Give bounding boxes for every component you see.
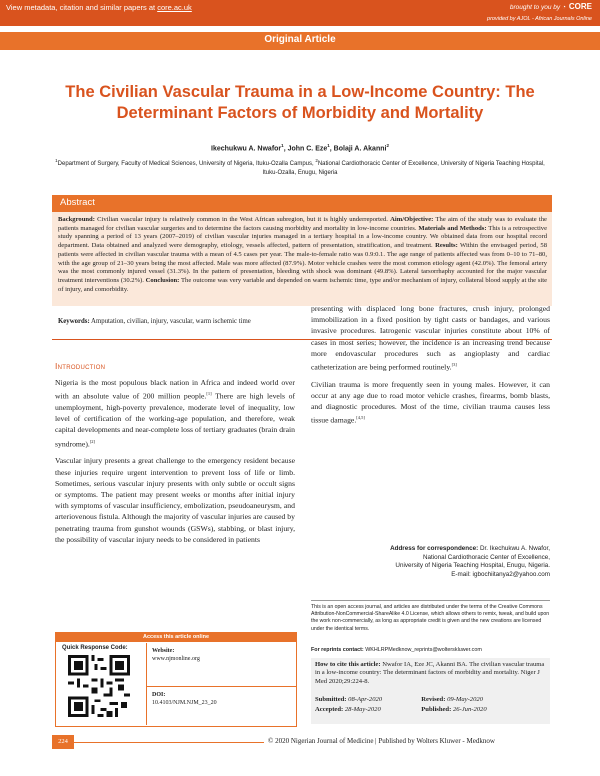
citation-ref[interactable]: [4,5] [356, 415, 365, 421]
access-divider [146, 686, 296, 687]
correspondence-label: Address for correspondence: [390, 545, 479, 552]
paragraph [311, 303, 550, 373]
author-sup: 1 [281, 143, 284, 148]
author-name: Bolaji A. Akanni [333, 145, 387, 153]
text-run: Civilian trauma is more frequently seen in young males. However, it can occur at any age due to road motor vehicle crashes, firearms, bomb blasts, and diagnostic procedures. Most of the time, civilian trauma causes less tissue damage. [311, 379, 550, 425]
date-label: Revised: [421, 696, 446, 703]
qr-code-icon[interactable] [68, 655, 130, 717]
correspondence-line: National Cardiothoracic Center of Excellence, [422, 553, 550, 561]
citation-ref[interactable]: [3] [451, 362, 457, 368]
paragraph [55, 377, 295, 449]
website-label: Website: [152, 648, 175, 654]
access-divider [146, 643, 147, 725]
paragraph [55, 455, 295, 545]
author-sup: 1 [327, 143, 330, 148]
website-link[interactable]: www.njmonline.org [152, 656, 200, 662]
abstract-body: The aim of the study was to evaluate the patients managed for civilian vascular surgeries and to determine the factors causing morbidity and mortality in low-income countries. [58, 216, 547, 232]
date-revised [421, 695, 527, 705]
date-label: Published: [421, 706, 452, 713]
affil-text: Department of Surgery, Faculty of Medical Sciences, University of Nigeria, Ituku-Ozalla Campus, [57, 161, 316, 167]
page-number: 224 [52, 735, 74, 749]
column-left [55, 377, 295, 551]
access-online-box [55, 632, 297, 727]
date-value: 26-Jun-2020 [451, 706, 487, 713]
article-dates [315, 695, 546, 715]
introduction-heading: Introduction [55, 361, 106, 371]
metadata-notice [6, 3, 192, 12]
date-label: Submitted: [315, 696, 347, 703]
citation-text [315, 661, 546, 686]
core-link[interactable]: core.ac.uk [157, 3, 192, 12]
reprints-line [311, 647, 550, 653]
reprints-email[interactable]: WKHLRPMedknow_reprints@wolterskluwer.com [363, 647, 482, 653]
footer-rule [74, 742, 264, 743]
provided-by-text: provided by AJOL - African Journals Online [487, 16, 592, 22]
correspondence-line: University of Nigeria Teaching Hospital, Enugu, Nigeria. [395, 562, 550, 570]
access-header: Access this article online [56, 633, 296, 642]
keywords-text: Amputation, civilian, injury, vascular, warm ischemic time [89, 318, 251, 325]
author-name: Ikechukwu A. Nwafor [211, 145, 282, 153]
date-label: Accepted: [315, 706, 344, 713]
abstract-label: Background: [58, 216, 95, 223]
author-name: John C. Eze [287, 145, 328, 153]
date-published [421, 705, 527, 715]
correspondence-divider [311, 600, 550, 601]
date-accepted [315, 705, 421, 715]
abstract-header [52, 195, 552, 212]
abstract-body: This is a retrospective study spanning a period of 13 years (2007–2019) of civilian vascular injuries managed in a tertiary hospital in a low-income country. We obtained data from our hospital record department. Data obtained and analyzed were demography, etiology, vessels affected, pattern of presentation, stratification, and treatment. [58, 224, 547, 250]
author-sup: 2 [386, 143, 389, 148]
column-right [311, 303, 550, 432]
section-label: Original Article [264, 34, 336, 45]
qr-label: Quick Response Code: [62, 645, 128, 651]
affil-sup: 1 [55, 158, 58, 163]
license-text: This is an open access journal, and articles are distributed under the terms of the Creative Commons Attribution-NonCommercial-ShareAlike 4.0 License, which allows others to remix, tweak, and build upon the work non-commercially, as long as appropriate credit is given and the new creations are licensed under the identical terms. [311, 604, 550, 632]
metadata-text: View metadata, citation and similar papers at [6, 3, 158, 12]
text-run: presenting with displaced long bone fractures, crush injury, prolonged immobilization in a fixed position by tight casts or bandages, and various invasive procedures. Iatrogenic vascular injuries constitute about 10% of cases in most series; however, the incidence is an increasing trend because more endovascular procedures such as angioplasty and cardiac catheterization are being performed routinely. [311, 304, 550, 372]
date-value: 08-Apr-2020 [346, 696, 383, 703]
text-run: Vascular injury presents a great challenge to the emergency resident because these injuries require urgent intervention to prevent loss of life or limb. Sometimes, serious vascular injury presents with only subtle or occult signs or symptoms. The patient may present weeks or months after initial injury with symptoms of vascular insufficiency, embolization, pseudoaneurysm, and arteriovenous fistula. Although the majority of vascular injuries are caused by penetrating trauma from gunshot wounds (GSWs), stabbing, or blast injury, the possibility of vascular injury needs to be considered in patients [55, 456, 295, 544]
section-band [0, 32, 600, 50]
keywords-label: Keywords: [58, 318, 90, 325]
author-list: Ikechukwu A. Nwafor$^1$, John C. Eze$^1$, Bolaji A. Akanni$^2$ [211, 143, 389, 153]
abstract-body: Within the envisaged period, 58 patients were affected in civilian vascular trauma with a mean of 4.5 cases per year. The male-to-female ratio was 0.9:0.1. The age range of patients affected was from 0–10 to 71–80, with the age group of 21–30 years being the most affected. Male was more affected (87.9%). Motor vehicle crashes were the most common etiology agent (42.0%). The femoral artery was the most commonly injured vessel (31.3%). In the pattern of presentation, bleeding with shock was dominant (49.8%). Lateral tarsorrhaphy accounted for the major vascular treatment interventions (30.2%). [58, 242, 547, 284]
citation-body: Nwafor IA, Eze JC, Akanni BA. The civilian vascular trauma in a low-income country: The determinant factors of morbidity and mortality. Niger J Med 2020;29:224-8. [315, 661, 545, 685]
affil-text: National Cardiothoracic Center of Excellence, University of Nigeria Teaching Hospital, Ituku-Ozalla, Enugu, Nigeria [262, 161, 545, 176]
correspondence-name: Dr. Ikechukwu A. Nwafor, [478, 545, 550, 552]
article-title: The Civilian Vascular Trauma in a Low-Income Country: The Determinant Factors of Morbidity and Mortality [65, 83, 535, 122]
top-banner [0, 0, 600, 26]
date-value: 09-May-2020 [445, 696, 483, 703]
abstract-body: Civilian vascular injury is relatively common in the West African subregion, but it is highly underreported. [94, 216, 391, 223]
affiliations [50, 156, 550, 178]
correspondence-email[interactable]: E-mail: igbochiitanya2@yahoo.com [451, 570, 550, 578]
paragraph [311, 379, 550, 426]
footer-text: © 2020 Nigerian Journal of Medicine | Published by Wolters Kluwer - Medknow [268, 737, 495, 745]
website-info [152, 647, 200, 663]
citation-ref[interactable]: [1] [206, 391, 212, 397]
abstract-label: Materials and Methods: [418, 224, 487, 232]
citation-ref[interactable]: [2] [89, 438, 96, 444]
abstract-label: Aim/Objective: [390, 216, 434, 223]
abstract-text [58, 216, 547, 294]
correspondence-block [311, 545, 550, 579]
brought-text: brought to you by [509, 4, 561, 11]
abstract-label: Results: [435, 242, 458, 250]
abstract-body: The outcome was very variable and depended on warm ischemic time, type and/or mechanism of injury, collateral blood supply at the site of injury, and comorbidity. [58, 276, 548, 293]
date-submitted [315, 695, 421, 705]
citation-box [311, 658, 550, 724]
text-run: Nigeria is the most populous black nation in Africa and indeed world over with an absolute value of 200 million people. [55, 378, 295, 401]
doi-info [152, 691, 217, 707]
page-footer [0, 735, 600, 750]
reprints-label: For reprints contact: [311, 647, 364, 653]
doi-link[interactable]: 10.4103/NJM.NJM_23_20 [152, 700, 217, 706]
citation-label: How to cite this article: [315, 661, 381, 668]
text-run: There are high levels of unemployment, high-poverty prevalence, moderate level of inequality, low level of certification of the working-age population, and therefore, weak capital developments and near-complete loss of tertiary graduates (brain drain syndrome). [55, 391, 296, 449]
affil-sup: 2 [315, 158, 318, 163]
core-word: CORE [568, 2, 592, 11]
abstract-label: Conclusion: [145, 276, 180, 284]
core-logo-icon: ◔ [561, 4, 566, 11]
abstract-heading: Abstract [60, 197, 95, 208]
doi-label: DOI: [152, 692, 166, 698]
core-badge[interactable] [487, 2, 592, 22]
date-value: 28-May-2020 [343, 706, 381, 713]
